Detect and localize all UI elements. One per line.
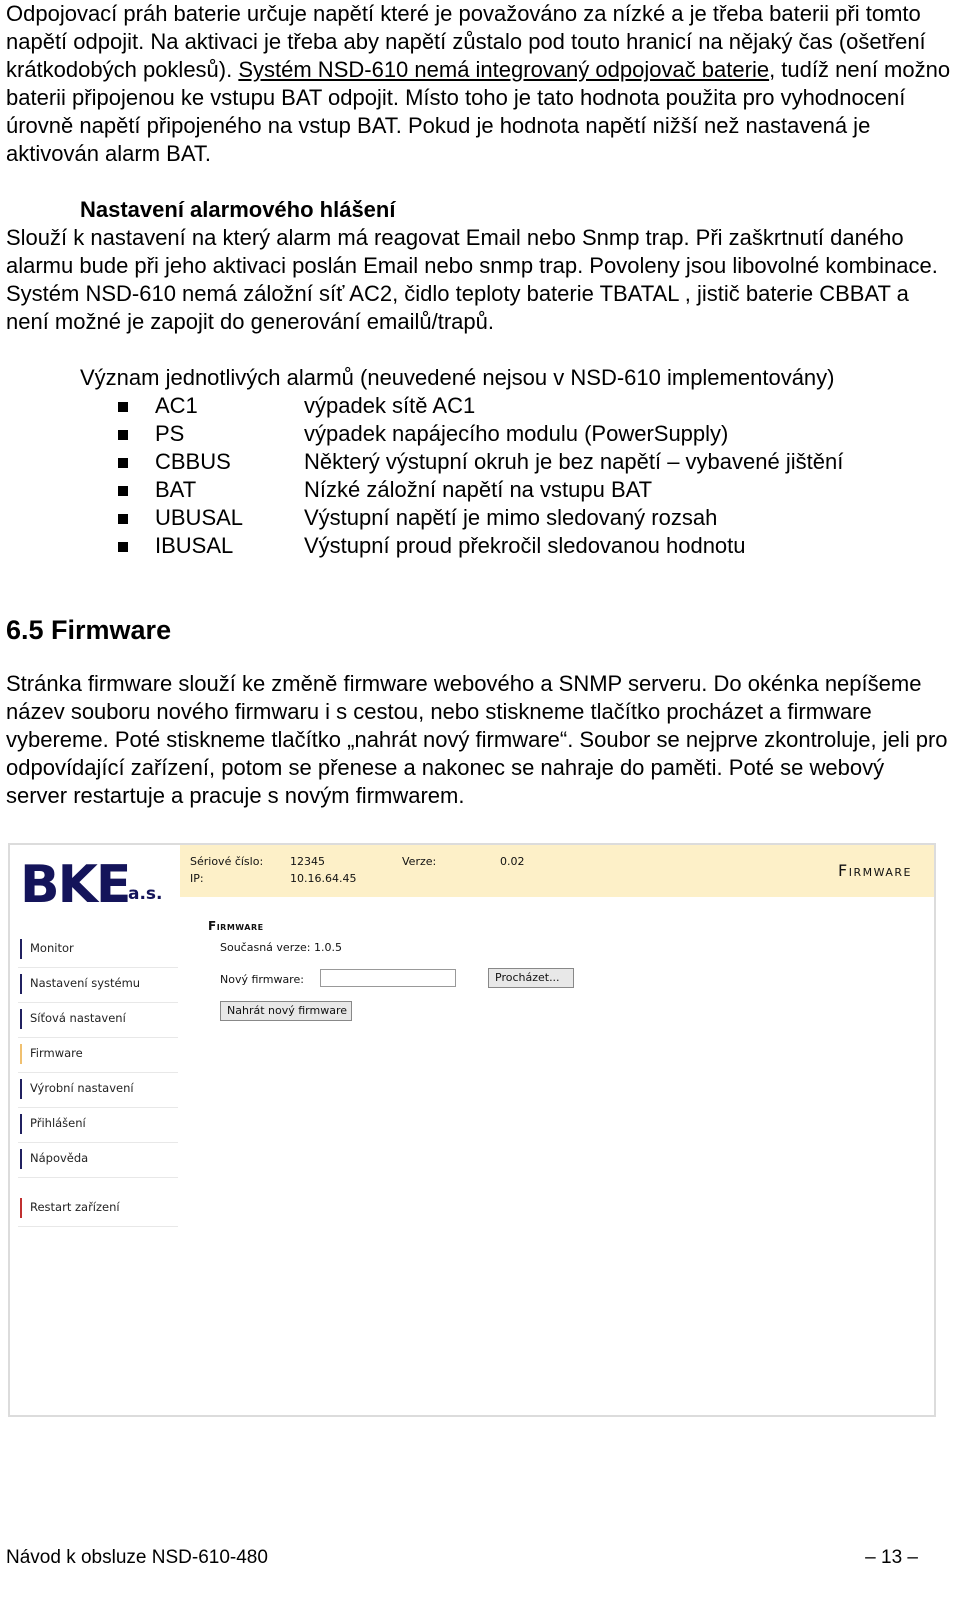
menu-gap bbox=[18, 1182, 178, 1196]
sidebar-item-monitor[interactable] bbox=[18, 937, 178, 968]
alarm-heading: Nastavení alarmového hlášení bbox=[80, 197, 396, 222]
menu-marker bbox=[20, 1044, 22, 1064]
sidebar-item-label: Monitor bbox=[30, 941, 74, 955]
ip-label: IP: bbox=[190, 872, 204, 885]
alarm-code: BAT bbox=[155, 477, 197, 502]
alarm-description: Výstupní proud překročil sledovanou hodnotu bbox=[304, 533, 746, 558]
current-version: Současná verze: 1.0.5 bbox=[220, 941, 342, 954]
sidebar-item-label: Nápověda bbox=[30, 1151, 89, 1165]
sidebar-item-network-settings[interactable] bbox=[18, 1007, 178, 1038]
alarm-description: výpadek sítě AC1 bbox=[304, 393, 476, 418]
sidebar-item-factory-settings[interactable] bbox=[18, 1077, 178, 1108]
new-firmware-label: Nový firmware: bbox=[220, 973, 304, 986]
underlined-text: Systém NSD-610 nemá integrovaný odpojovač baterie bbox=[238, 57, 770, 82]
menu-marker bbox=[20, 939, 22, 959]
menu-marker bbox=[20, 1149, 22, 1169]
device-info-bar bbox=[180, 845, 934, 897]
firmware-file-input[interactable] bbox=[320, 969, 456, 987]
footer-title: Návod k obsluze NSD-610-480 bbox=[6, 1547, 268, 1568]
sidebar-item-label: Přihlášení bbox=[30, 1116, 86, 1130]
alarm-description: Některý výstupní okruh je bez napětí – vybavené jištění bbox=[304, 449, 844, 474]
menu-marker bbox=[20, 1198, 22, 1218]
sidebar-item-label: Výrobní nastavení bbox=[30, 1081, 134, 1095]
alarm-description: Výstupní napětí je mimo sledovaný rozsah bbox=[304, 505, 718, 530]
alarm-description: výpadek napájecího modulu (PowerSupply) bbox=[304, 421, 729, 446]
section-heading: 6.5 Firmware bbox=[6, 615, 172, 645]
sidebar-item-label: Nastavení systému bbox=[30, 976, 141, 990]
sidebar-item-system-settings[interactable] bbox=[18, 972, 178, 1003]
alarm-code: CBBUS bbox=[155, 449, 231, 474]
sidebar-item-label: Restart zařízení bbox=[30, 1200, 120, 1214]
bke-logo: BKE bbox=[20, 855, 130, 915]
bullet-icon bbox=[118, 514, 128, 524]
sidebar-item-restart[interactable] bbox=[18, 1196, 178, 1227]
paragraph-alarm-settings: Slouží k nastavení na který alarm má reagovat Email nebo Snmp trap. Při zaškrtnutí daného alarmu bude při jeho aktivaci poslán Email nebo snmp trap. Povoleny jsou libovolné kombinace. Systém NSD-610 nemá záložní síť AC2, čidlo teploty baterie TBATAL , jistič baterie CBBAT a není možné je zapojit do generování emailů/trapů. bbox=[6, 225, 938, 334]
paragraph-battery-threshold bbox=[6, 0, 951, 168]
sidebar-item-label: Firmware bbox=[30, 1046, 83, 1060]
alarm-code: UBUSAL bbox=[155, 505, 244, 530]
logo-area bbox=[10, 845, 176, 945]
sidebar-item-label: Síťová nastavení bbox=[30, 1011, 126, 1025]
bullet-icon bbox=[118, 486, 128, 496]
page-title: Firmware bbox=[838, 861, 912, 880]
bullet-icon bbox=[118, 542, 128, 552]
paragraph-firmware: Stránka firmware slouží ke změně firmware webového a SNMP serveru. Do okénka nepíšeme název souboru nového firmwaru i s cestou, nebo stiskneme tlačítko procházet a firmware vybereme. Poté stiskneme tlačítko „nahrát nový firmware“. Soubor se nejprve zkontroluje, jeli pro odpovídající zařízení, potom se přenese a nakonec se nahraje do paměti. Poté se webový server restartuje a pracuje s novým firmwarem. bbox=[6, 671, 948, 808]
alarm-meaning-heading: Význam jednotlivých alarmů (neuvedené nejsou v NSD-610 implementovány) bbox=[80, 365, 835, 390]
firmware-section-title: Firmware bbox=[208, 919, 264, 933]
sidebar-menu bbox=[18, 937, 178, 1231]
sidebar-item-firmware[interactable] bbox=[18, 1042, 178, 1073]
bullet-icon bbox=[118, 430, 128, 440]
sidebar-item-login[interactable] bbox=[18, 1112, 178, 1143]
serial-value: 12345 bbox=[290, 855, 325, 868]
version-label: Verze: bbox=[402, 855, 437, 868]
firmware-page-screenshot bbox=[8, 843, 936, 1417]
page-number: – 13 – bbox=[865, 1547, 918, 1568]
paragraph-text: Odpojovací práh baterie určuje napětí které je považováno za nízké a je třeba baterii při tomto napětí odpojit. Na aktivaci je třeba aby napětí zůstalo pod touto hranicí na nějaký čas (ošetření krátkodobých poklesů). bbox=[6, 1, 926, 82]
alarm-code: IBUSAL bbox=[155, 533, 234, 558]
paragraph-text: , tudíž není možno baterii připojenou ke vstupu BAT odpojit. Místo toho je tato hodnota použita pro vyhodnocení úrovně napětí připojeného na vstup BAT. Pokud je hodnota napětí nižší než nastavená je aktivován alarm BAT. bbox=[6, 57, 951, 166]
ip-value: 10.16.64.45 bbox=[290, 872, 357, 885]
bke-logo-suffix: a.s. bbox=[128, 884, 163, 904]
bullet-icon bbox=[118, 402, 128, 412]
menu-marker bbox=[20, 1009, 22, 1029]
serial-label: Sériové číslo: bbox=[190, 855, 264, 868]
sidebar-item-help[interactable] bbox=[18, 1147, 178, 1178]
alarm-description: Nízké záložní napětí na vstupu BAT bbox=[304, 477, 653, 502]
version-value: 0.02 bbox=[500, 855, 525, 868]
browse-button[interactable]: Procházet... bbox=[488, 968, 574, 988]
menu-marker bbox=[20, 1114, 22, 1134]
alarm-code: PS bbox=[155, 421, 185, 446]
menu-marker bbox=[20, 974, 22, 994]
upload-firmware-button[interactable]: Nahrát nový firmware bbox=[220, 1001, 352, 1021]
bullet-icon bbox=[118, 458, 128, 468]
alarm-code: AC1 bbox=[155, 393, 198, 418]
menu-marker bbox=[20, 1079, 22, 1099]
